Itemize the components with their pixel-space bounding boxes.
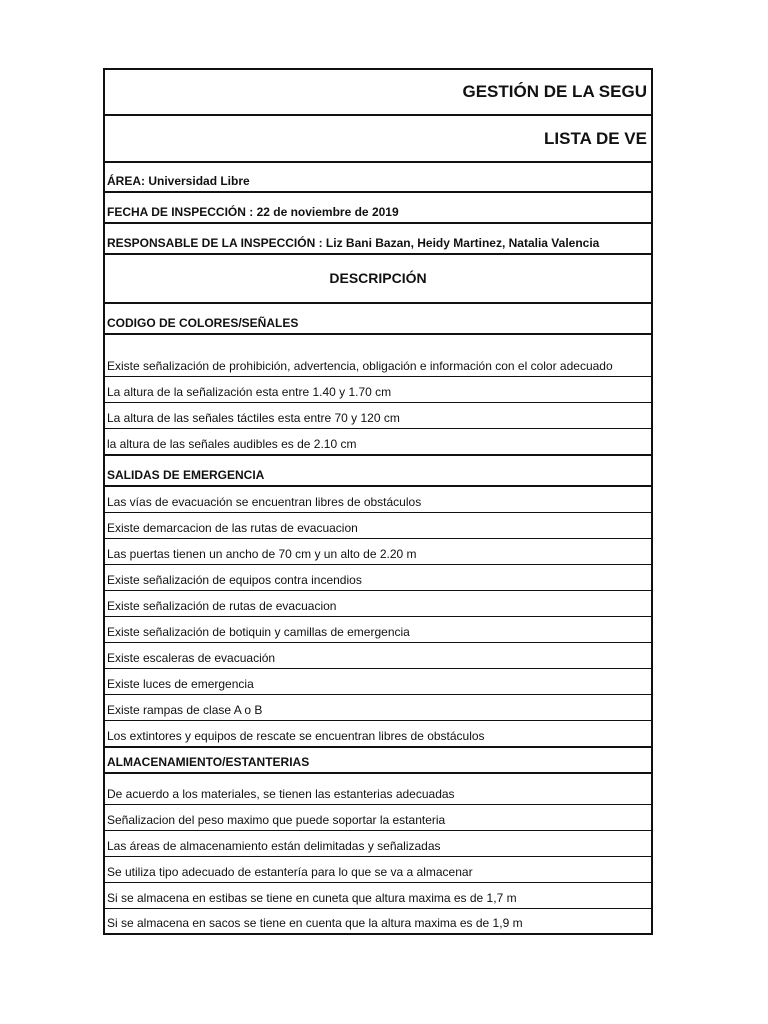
item-text: Existe señalización de rutas de evacuacion [107,599,337,613]
item-text: Las puertas tienen un ancho de 70 cm y un alto de 2.20 m [107,547,417,561]
sheet-subtitle: LISTA DE VE [544,129,647,148]
section-title: CODIGO DE COLORES/SEÑALES [107,316,299,330]
fecha-row [103,191,653,222]
list-item [103,590,653,616]
item-text: Existe demarcacion de las rutas de evacuacion [107,521,358,535]
list-item [103,830,653,856]
list-item [103,908,653,935]
list-item [103,428,653,454]
list-item [103,616,653,642]
item-text: Existe señalización de botiquin y camillas de emergencia [107,625,410,639]
list-item [103,642,653,668]
list-item [103,856,653,882]
list-item [103,538,653,564]
item-text: La altura de la señalización esta entre 1.40 y 1.70 cm [107,385,392,399]
item-text: la altura de las señales audibles es de 2.10 cm [107,437,357,451]
section-title-row [103,746,653,772]
list-item [103,668,653,694]
list-item [103,882,653,908]
item-text: De acuerdo a los materiales, se tienen las estanterias adecuadas [107,787,455,801]
area-row [103,161,653,191]
header-row-1 [103,68,653,114]
item-text: Se utiliza tipo adecuado de estantería para lo que se va a almacenar [107,865,473,879]
section-title: SALIDAS DE EMERGENCIA [107,468,265,482]
section-title-row [103,302,653,333]
list-item [103,485,653,512]
item-text: Si se almacena en sacos se tiene en cuenta que la altura maxima es de 1,9 m [107,916,523,930]
list-item [103,376,653,402]
item-text: Existe escaleras de evacuación [107,651,276,665]
list-item [103,772,653,804]
header-row-2 [103,114,653,161]
item-text: Existe señalización de equipos contra incendios [107,573,362,587]
section-title: ALMACENAMIENTO/ESTANTERIAS [107,755,310,769]
item-text: Las vías de evacuación se encuentran libres de obstáculos [107,495,422,509]
inspection-sheet [103,68,653,935]
list-item [103,402,653,428]
list-item [103,512,653,538]
list-item [103,720,653,746]
item-text: Existe rampas de clase A o B [107,703,263,717]
area-text: ÁREA: Universidad Libre [107,174,250,188]
descripcion-row [103,253,653,302]
responsable-text: RESPONSABLE DE LA INSPECCIÓN : Liz Bani Bazan, Heidy Martinez, Natalia Valencia [107,236,600,250]
item-text: Los extintores y equipos de rescate se encuentran libres de obstáculos [107,729,485,743]
item-text: Las áreas de almacenamiento están delimitadas y señalizadas [107,839,441,853]
item-text: La altura de las señales táctiles esta entre 70 y 120 cm [107,411,400,425]
list-item [103,333,653,376]
item-text: Si se almacena en estibas se tiene en cuneta que altura maxima es de 1,7 m [107,891,517,905]
item-text: Existe luces de emergencia [107,677,254,691]
item-text: Señalizacion del peso maximo que puede soportar la estanteria [107,813,446,827]
sheet-title: GESTIÓN DE LA SEGU [462,82,647,101]
responsable-row [103,222,653,253]
list-item [103,804,653,830]
section-title-row [103,454,653,485]
list-item [103,694,653,720]
list-item [103,564,653,590]
item-text: Existe señalización de prohibición, advertencia, obligación e información con el color adecuado [107,359,613,373]
fecha-text: FECHA DE INSPECCIÓN : 22 de noviembre de 2019 [107,205,399,219]
descripcion-heading: DESCRIPCIÓN [329,270,427,286]
